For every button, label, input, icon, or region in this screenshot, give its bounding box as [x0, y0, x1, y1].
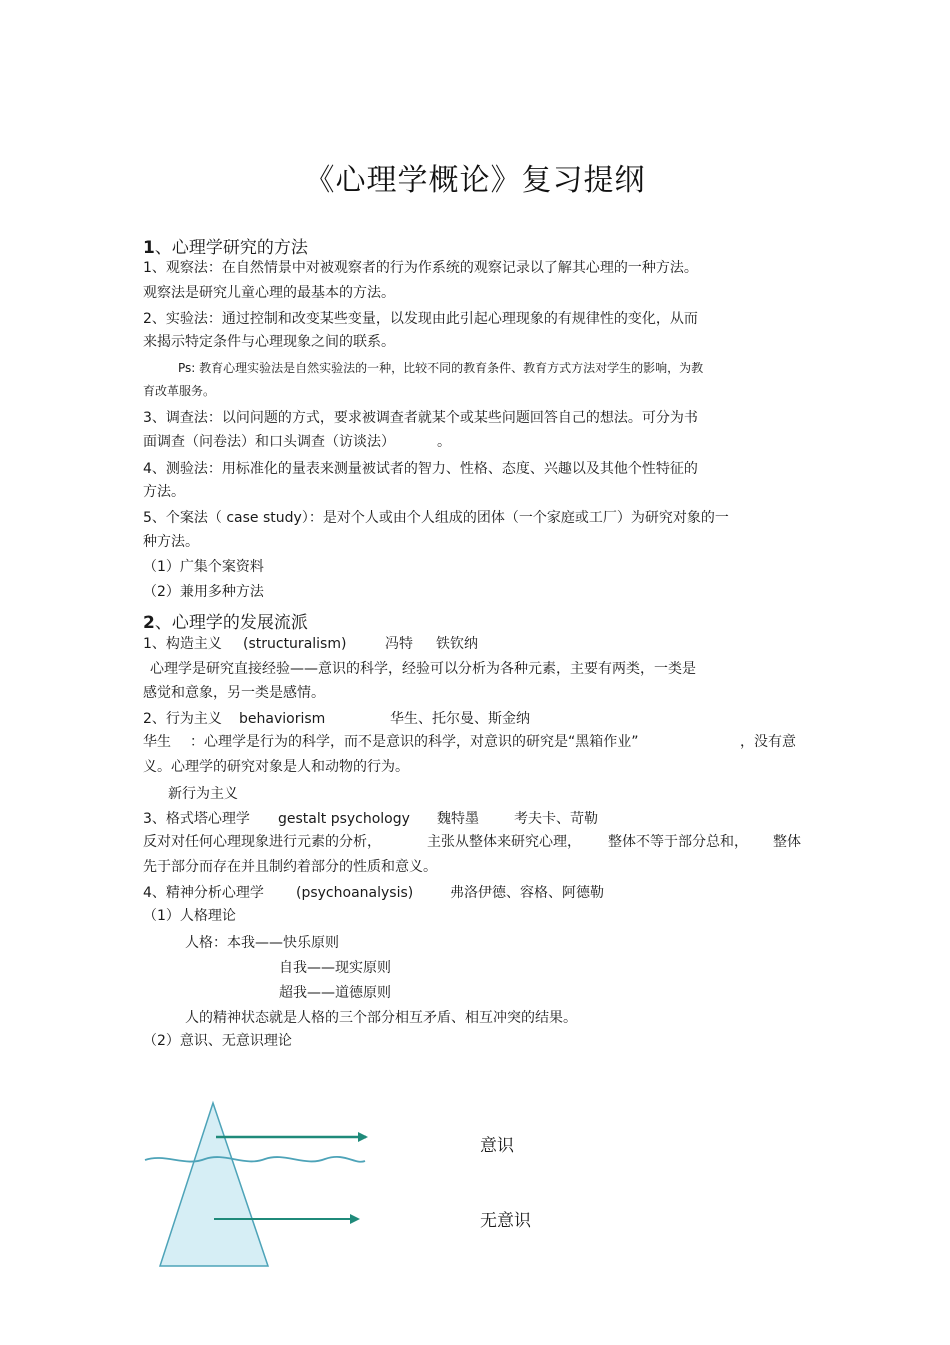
school-3-person-1: 魏特墨 — [437, 811, 479, 827]
school-3-person-2: 考夫卡、苛勒 — [514, 811, 598, 827]
school-2-desc-a: ：心理学是行为的科学，而不是意识的科学，对意识的研究是“黑箱作业” — [190, 734, 639, 750]
school-4-people: 弗洛伊德、容格、阿德勒 — [450, 885, 604, 901]
method-4-line-2: 方法。 — [143, 484, 185, 500]
ps-note-line-2: 育改革服务。 — [143, 384, 216, 398]
page-title: 《心理学概论》复习提纲 — [304, 163, 646, 198]
label-conscious: 意识 — [480, 1136, 514, 1156]
section-2-number: 2 — [143, 613, 155, 633]
ps-note-line-1: Ps: 教育心理实验法是自然实验法的一种，比较不同的教育条件、教育方式方法对学生的影响，为教 — [178, 361, 704, 375]
label-unconscious: 无意识 — [480, 1211, 531, 1231]
personality-id: 人格：本我——快乐原则 — [185, 935, 339, 951]
school-4-english: (psychoanalysis) — [296, 885, 414, 901]
section-1-number: 1 — [143, 238, 155, 258]
method-3-line-2: 面调查（问卷法）和口头调查（访谈法） — [143, 434, 395, 450]
method-3-line-1: 3、调查法：以问问题的方式，要求被调查者就某个或某些问题回答自己的想法。可分为书 — [143, 410, 698, 426]
method-1-line-2: 观察法是研究儿童心理的最基本的方法。 — [143, 285, 395, 301]
school-1-person-2: 铁钦纳 — [436, 636, 478, 652]
school-2-neo: 新行为主义 — [168, 786, 238, 802]
school-4-sub-2: （2）意识、无意识理论 — [143, 1033, 292, 1049]
school-3-desc-c: 整体不等于部分总和， — [608, 834, 748, 850]
method-4-line-1: 4、测验法：用标准化的量表来测量被试者的智力、性格、态度、兴趣以及其他个性特征的 — [143, 461, 698, 477]
school-2-desc-b: ，没有意 — [740, 734, 796, 750]
school-3-desc-d: 整体 — [773, 834, 801, 850]
school-2-person: 华生 — [143, 734, 171, 750]
iceberg-diagram — [140, 1095, 380, 1275]
section-1-heading — [143, 233, 308, 258]
section-2-heading — [143, 608, 308, 633]
school-2-english: behaviorism — [239, 711, 326, 727]
iceberg-shape — [160, 1103, 268, 1266]
school-1-name: 1、构造主义 — [143, 636, 222, 652]
school-3-desc-b: 主张从整体来研究心理， — [427, 834, 581, 850]
school-2-desc-line-2: 义。心理学的研究对象是人和动物的行为。 — [143, 759, 409, 775]
school-1-person-1: 冯特 — [385, 636, 413, 652]
method-5-line-1: 5、个案法（ case study）：是对个人或由个人组成的团体（一个家庭或工厂）为研究对象的一 — [143, 510, 729, 526]
school-2-name: 2、行为主义 — [143, 711, 222, 727]
school-3-name: 3、格式塔心理学 — [143, 811, 250, 827]
method-1-line-1: 1、观察法：在自然情景中对被观察者的行为作系统的观察记录以了解其心理的一种方法。 — [143, 260, 698, 276]
personality-conclusion: 人的精神状态就是人格的三个部分相互矛盾、相互冲突的结果。 — [185, 1010, 577, 1026]
school-4-name: 4、精神分析心理学 — [143, 885, 264, 901]
school-3-desc-a: 反对对任何心理现象进行元素的分析， — [143, 834, 381, 850]
personality-superego: 超我——道德原则 — [279, 985, 391, 1001]
school-2-people: 华生、托尔曼、斯金纳 — [390, 711, 530, 727]
method-5-sub-1: （1）广集个案资料 — [143, 559, 264, 575]
school-3-desc-line-2: 先于部分而存在并且制约着部分的性质和意义。 — [143, 859, 437, 875]
method-2-line-1: 2、实验法：通过控制和改变某些变量，以发现由此引起心理现象的有规律性的变化，从而 — [143, 311, 698, 327]
water-line — [145, 1157, 365, 1162]
personality-ego: 自我——现实原则 — [279, 960, 391, 976]
method-5-sub-2: （2）兼用多种方法 — [143, 584, 264, 600]
school-1-desc-line-2: 感觉和意象，另一类是感情。 — [143, 685, 325, 701]
school-3-english: gestalt psychology — [278, 811, 410, 827]
section-2-title: 、心理学的发展流派 — [154, 613, 308, 633]
school-1-english: (structuralism) — [243, 636, 347, 652]
method-5-line-2: 种方法。 — [143, 534, 199, 550]
method-3-end: 。 — [437, 434, 451, 450]
section-1-title: 、心理学研究的方法 — [154, 238, 308, 258]
school-4-sub-1: （1）人格理论 — [143, 908, 236, 924]
school-1-desc-line-1: 心理学是研究直接经验——意识的科学，经验可以分析为各种元素，主要有两类，一类是 — [150, 661, 696, 677]
method-2-line-2: 来揭示特定条件与心理现象之间的联系。 — [143, 334, 395, 350]
